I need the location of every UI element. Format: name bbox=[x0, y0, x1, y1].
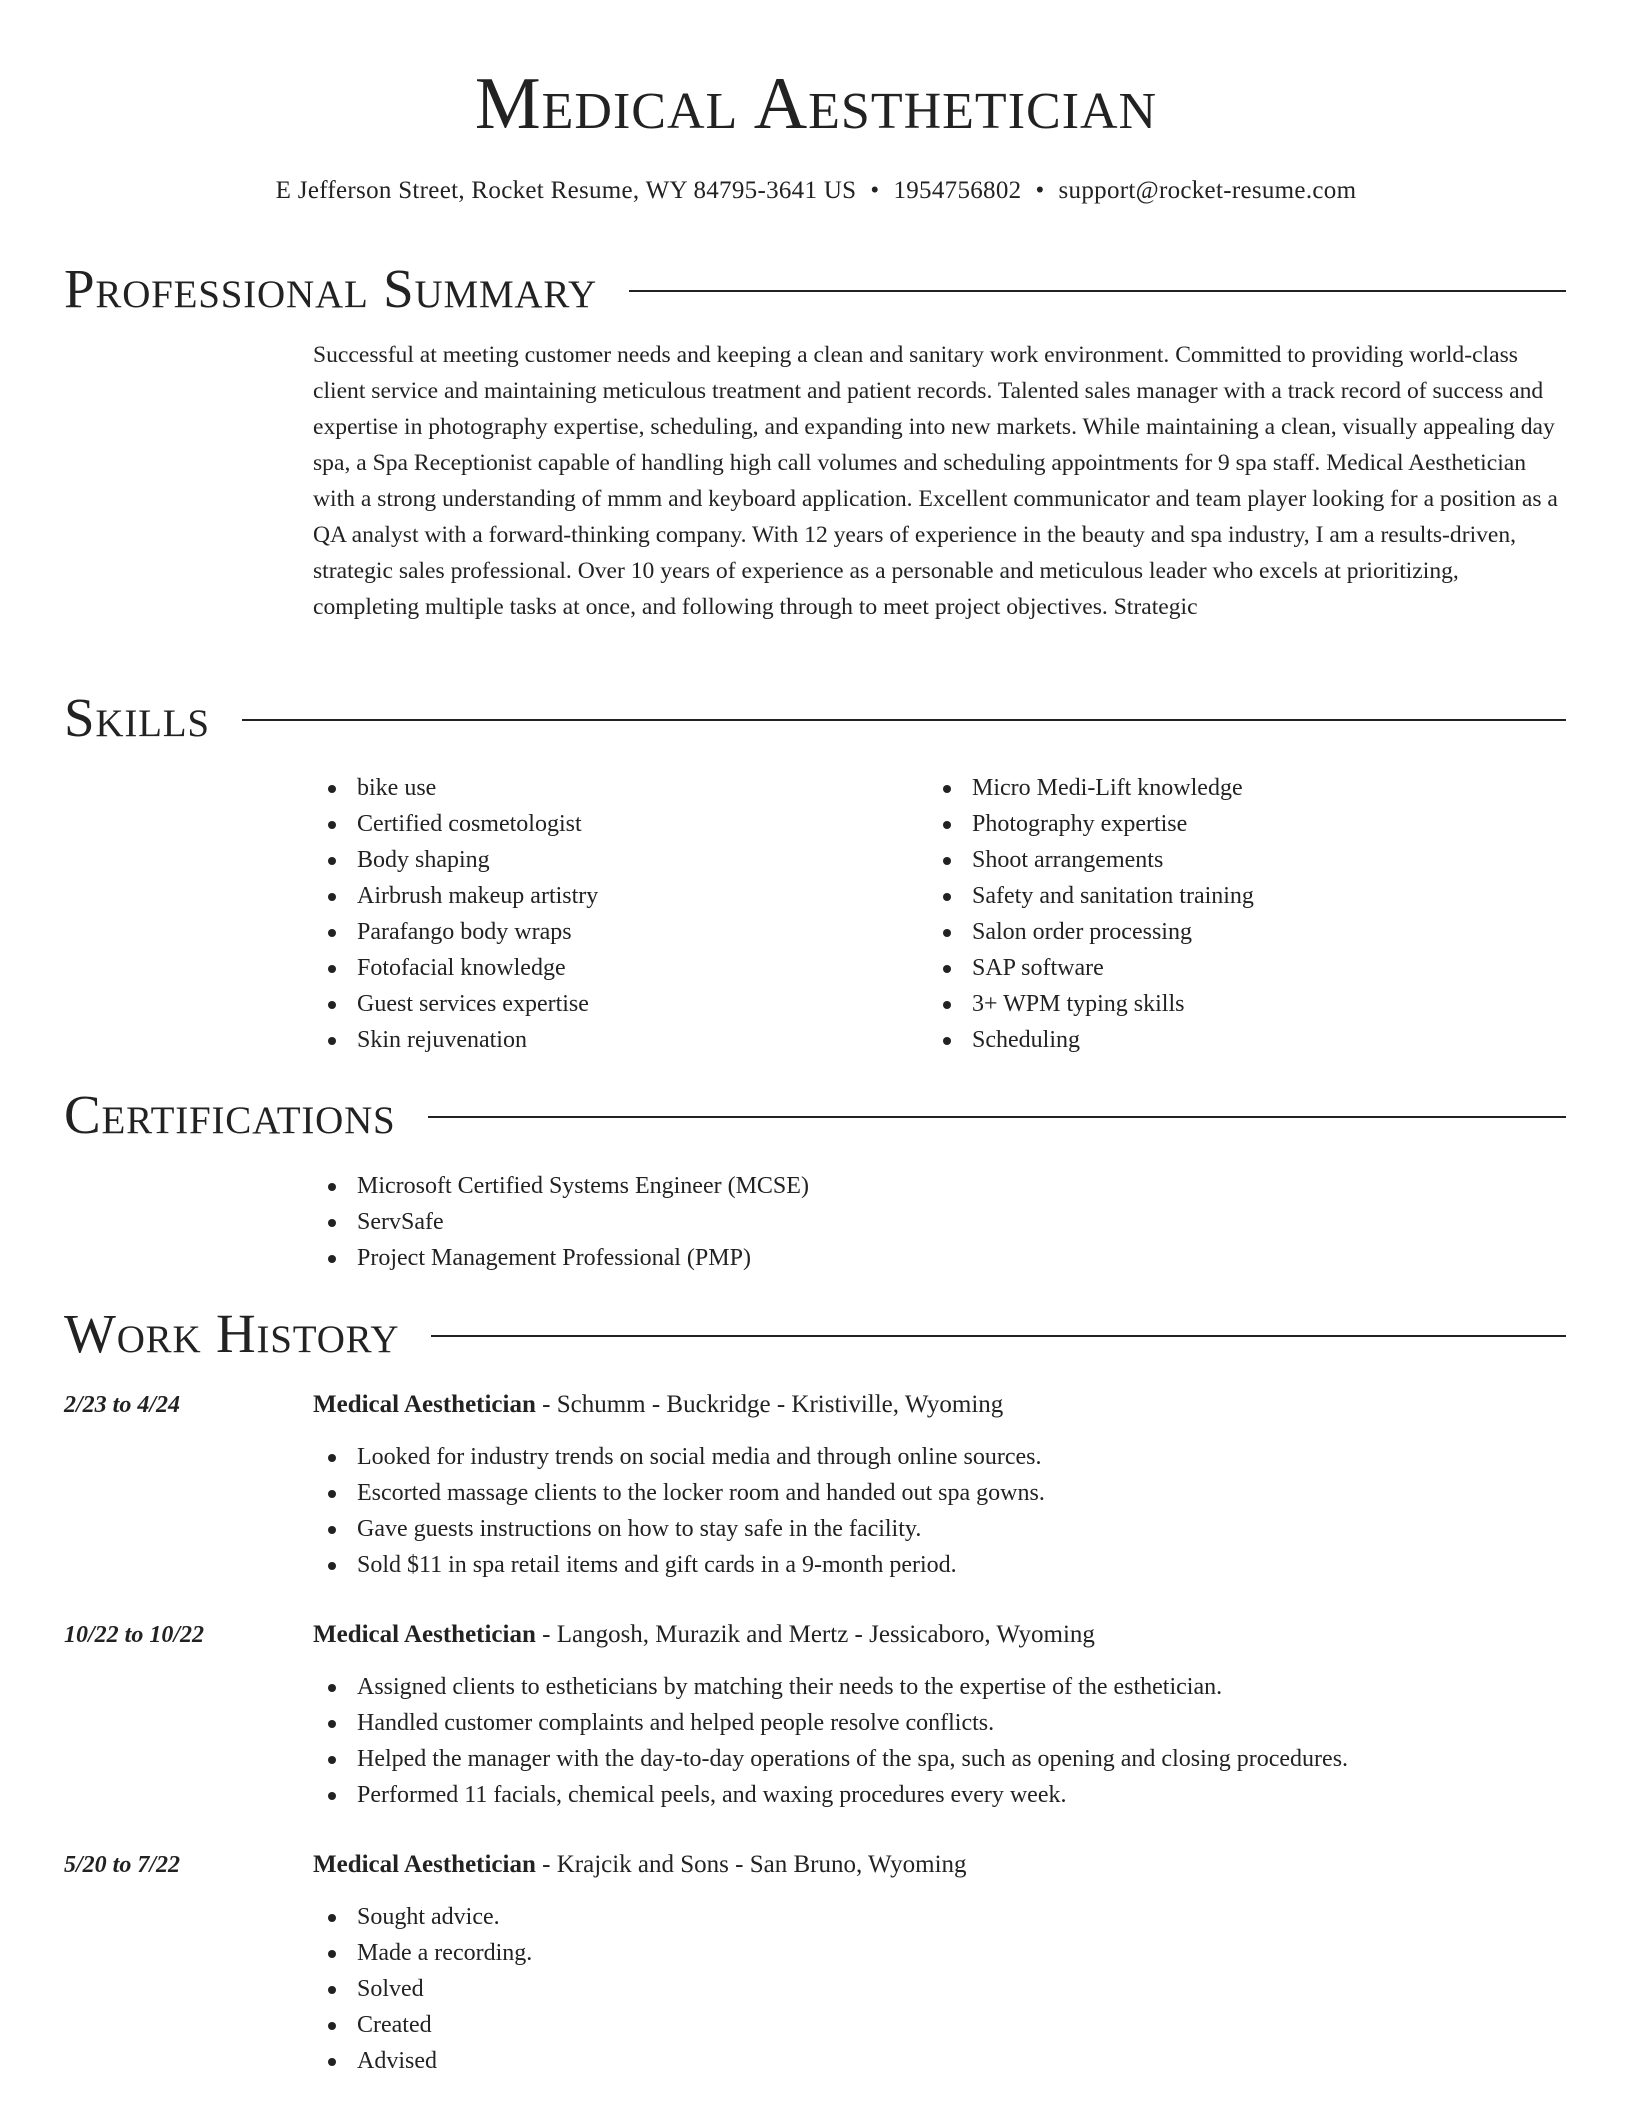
skills-column-right bbox=[928, 770, 1548, 1058]
skill-item: Parafango body wraps bbox=[313, 914, 913, 950]
job-bullet: Created bbox=[313, 2007, 532, 2043]
job-bullets-container bbox=[313, 1439, 1045, 1583]
job-position: Medical Aesthetician bbox=[313, 1851, 536, 1878]
skills-list-left bbox=[313, 770, 913, 1058]
skill-item: 3+ WPM typing skills bbox=[928, 986, 1548, 1022]
job-bullet-list bbox=[313, 1439, 1045, 1583]
resume-name: Medical Aesthetician bbox=[474, 63, 1158, 145]
job-bullets-container bbox=[313, 1669, 1348, 1813]
certifications-section-title: Certifications bbox=[64, 1084, 396, 1145]
job-bullets-container bbox=[313, 1899, 532, 2079]
section-divider bbox=[428, 1116, 1566, 1118]
summary-section-title: Professional Summary bbox=[64, 258, 598, 319]
certification-item: Microsoft Certified Systems Engineer (MCSE) bbox=[313, 1168, 1213, 1204]
skill-item: Scheduling bbox=[928, 1022, 1548, 1058]
job-bullet: Solved bbox=[313, 1971, 532, 2007]
job-bullet: Made a recording. bbox=[313, 1935, 532, 1971]
job-title-line bbox=[313, 1847, 967, 1883]
section-divider bbox=[629, 290, 1566, 292]
skills-section-title: Skills bbox=[64, 687, 210, 748]
job-employer-location: - Krajcik and Sons - San Bruno, Wyoming bbox=[535, 1851, 967, 1878]
contact-email: support@rocket-resume.com bbox=[1058, 177, 1357, 204]
skill-item: SAP software bbox=[928, 950, 1548, 986]
job-bullet: Helped the manager with the day-to-day operations of the spa, such as opening and closing procedures. bbox=[313, 1741, 1348, 1777]
job-dates: 2/23 to 4/24 bbox=[64, 1392, 181, 1418]
job-bullet: Escorted massage clients to the locker room and handed out spa gowns. bbox=[313, 1475, 1045, 1511]
job-bullet: Sold $11 in spa retail items and gift cards in a 9-month period. bbox=[313, 1547, 1045, 1583]
work-history-section-header bbox=[64, 1302, 1566, 1366]
job-title-line bbox=[313, 1387, 1003, 1423]
skill-item: Airbrush makeup artistry bbox=[313, 878, 913, 914]
section-divider bbox=[242, 719, 1566, 721]
contact-phone: 1954756802 bbox=[893, 177, 1022, 204]
job-bullet-list bbox=[313, 1669, 1348, 1813]
job-employer-location: - Schumm - Buckridge - Kristiville, Wyoming bbox=[535, 1391, 1004, 1418]
skills-column-left bbox=[313, 770, 913, 1058]
job-position: Medical Aesthetician bbox=[313, 1621, 536, 1648]
skill-item: Micro Medi-Lift knowledge bbox=[928, 770, 1548, 806]
job-bullet: Handled customer complaints and helped people resolve conflicts. bbox=[313, 1705, 1348, 1741]
summary-text: Successful at meeting customer needs and keeping a clean and sanitary work environment. Committed to providing world-class client service and maintaining meticulous treatment and patient records. Talented sales manager with a track record of success and expertise in photography expertise, scheduling, and expanding into new markets. While maintaining a clean, visually appealing day spa, a Spa Receptionist capable of handling high call volumes and scheduling appointments for 9 spa staff. Medical Aesthetician with a strong understanding of mmm and keyboard application. Excellent communicator and team player looking for a position as a QA analyst with a forward-thinking company. With 12 years of experience in the beauty and spa industry, I am a results-driven, strategic sales professional. Over 10 years of experience as a personable and meticulous leader who excels at prioritizing, completing multiple tasks at once, and following through to meet project objectives. Strategic bbox=[313, 342, 1558, 620]
skill-item: bike use bbox=[313, 770, 913, 806]
job-bullet: Sought advice. bbox=[313, 1899, 532, 1935]
job-bullet: Advised bbox=[313, 2043, 532, 2079]
contact-address: E Jefferson Street, Rocket Resume, WY 84795-3641 US bbox=[275, 177, 857, 204]
work-history-section-title: Work History bbox=[64, 1303, 400, 1364]
skill-item: Certified cosmetologist bbox=[313, 806, 913, 842]
certifications-section-header bbox=[64, 1083, 1566, 1147]
skill-item: Body shaping bbox=[313, 842, 913, 878]
job-bullet: Looked for industry trends on social media and through online sources. bbox=[313, 1439, 1045, 1475]
job-bullet: Assigned clients to estheticians by matching their needs to the expertise of the esthetician. bbox=[313, 1669, 1348, 1705]
certifications-list bbox=[313, 1168, 1213, 1276]
skill-item: Shoot arrangements bbox=[928, 842, 1548, 878]
job-title-line bbox=[313, 1617, 1095, 1653]
summary-section-header bbox=[64, 257, 1566, 321]
certification-item: ServSafe bbox=[313, 1204, 1213, 1240]
job-position: Medical Aesthetician bbox=[313, 1391, 536, 1418]
job-bullet: Gave guests instructions on how to stay safe in the facility. bbox=[313, 1511, 1045, 1547]
certifications-list-container bbox=[313, 1168, 1213, 1276]
skill-item: Photography expertise bbox=[928, 806, 1548, 842]
contact-separator: • bbox=[1035, 177, 1045, 204]
skills-section-header bbox=[64, 686, 1566, 750]
skill-item: Safety and sanitation training bbox=[928, 878, 1548, 914]
skill-item: Fotofacial knowledge bbox=[313, 950, 913, 986]
contact-separator: • bbox=[870, 177, 880, 204]
skill-item: Skin rejuvenation bbox=[313, 1022, 913, 1058]
job-bullet: Performed 11 facials, chemical peels, and waxing procedures every week. bbox=[313, 1777, 1348, 1813]
skill-item: Salon order processing bbox=[928, 914, 1548, 950]
job-bullet-list bbox=[313, 1899, 532, 2079]
skill-item: Guest services expertise bbox=[313, 986, 913, 1022]
job-dates: 5/20 to 7/22 bbox=[64, 1852, 181, 1878]
contact-info bbox=[0, 174, 1632, 208]
certification-item: Project Management Professional (PMP) bbox=[313, 1240, 1213, 1276]
job-dates: 10/22 to 10/22 bbox=[64, 1622, 205, 1648]
section-divider bbox=[431, 1335, 1566, 1337]
skills-list-right bbox=[928, 770, 1548, 1058]
job-employer-location: - Langosh, Murazik and Mertz - Jessicaboro, Wyoming bbox=[535, 1621, 1095, 1648]
